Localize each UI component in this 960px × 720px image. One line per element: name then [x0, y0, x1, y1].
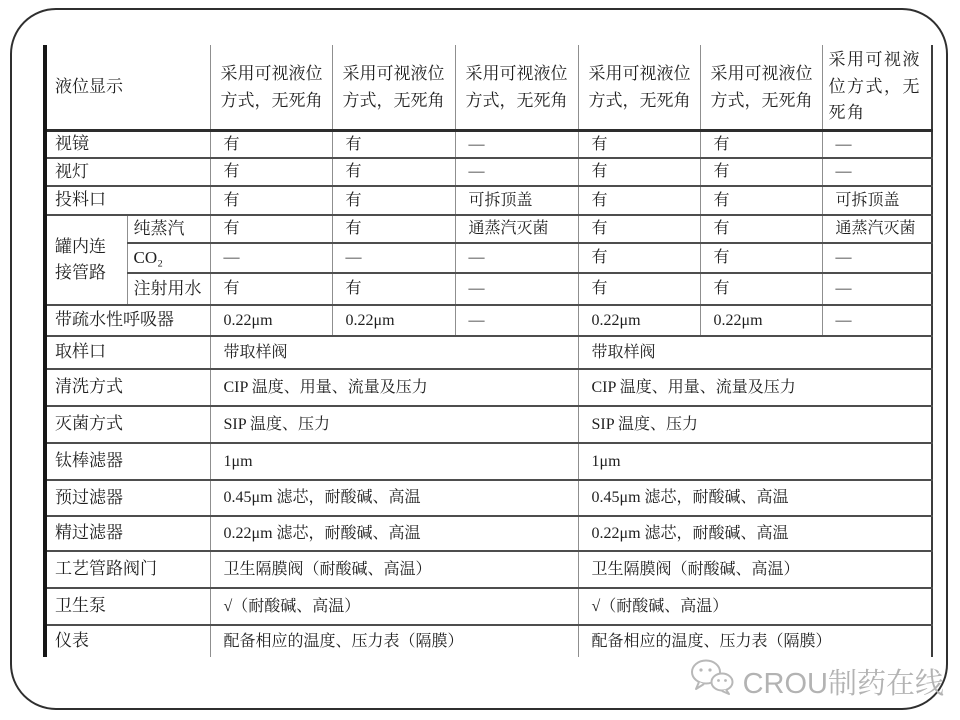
cell-value: 有 — [578, 186, 700, 215]
cell-value: 有 — [700, 130, 822, 158]
row-label: 投料口 — [45, 186, 210, 215]
cell-value: — — [822, 273, 932, 305]
row-label: 取样口 — [45, 336, 210, 369]
col-header: 采用可视液位方式，无死角 — [455, 45, 578, 130]
row-sublabel: CO₂ — [127, 243, 210, 273]
cell-value: 有 — [332, 130, 455, 158]
row-label: 视镜 — [45, 130, 210, 158]
row-label: 预过滤器 — [45, 480, 210, 516]
cell-value: 有 — [578, 158, 700, 186]
cell-value: 有 — [700, 273, 822, 305]
cell-value: 有 — [332, 273, 455, 305]
cell-value: — — [210, 243, 332, 273]
table-row — [45, 406, 932, 443]
watermark-brand: CROU制药在线 — [742, 667, 944, 700]
cell-value: 有 — [578, 243, 700, 273]
cell-value: — — [455, 243, 578, 273]
wechat-icon — [689, 658, 735, 704]
table-row — [45, 305, 932, 336]
header-row — [45, 45, 932, 130]
cell-value: 1μm — [210, 443, 578, 480]
cell-value: SIP 温度、压力 — [210, 406, 578, 443]
cell-value: 有 — [332, 158, 455, 186]
cell-value: 有 — [700, 215, 822, 243]
table-row — [45, 273, 932, 305]
cell-value: — — [822, 130, 932, 158]
cell-value: 带取样阀 — [210, 336, 578, 369]
cell-value: 有 — [210, 130, 332, 158]
table-row — [45, 551, 932, 588]
row-group-label: 罐内连接管路 — [45, 215, 127, 305]
cell-value: — — [822, 305, 932, 336]
cell-value: 0.22μm 滤芯，耐酸碱、高温 — [578, 516, 932, 551]
cell-value: 配备相应的温度、压力表（隔膜） — [591, 632, 832, 650]
cell-value: 有 — [210, 186, 332, 215]
cell-value: √（耐酸碱、高温） — [578, 588, 932, 625]
col-header: 采用可视液位方式，无死角 — [578, 45, 700, 130]
cell-value: — — [822, 158, 932, 186]
table-row — [45, 130, 932, 158]
cell-value: 通蒸汽灭菌 — [455, 215, 578, 243]
cell-value: 配备相应的温度、压力表（隔膜） — [210, 625, 578, 657]
equipment-spec-table — [43, 45, 933, 657]
cell-value: 有 — [700, 158, 822, 186]
row-label: 带疏水性呼吸器 — [45, 305, 210, 336]
cell-value: 有 — [578, 215, 700, 243]
cell-value: 有 — [578, 273, 700, 305]
table-row — [45, 158, 932, 186]
cell-value: CIP 温度、用量、流量及压力 — [210, 369, 578, 406]
cell-value: 可拆顶盖 — [455, 186, 578, 215]
row-label: 灭菌方式 — [45, 406, 210, 443]
cell-value: 通蒸汽灭菌 — [822, 215, 932, 243]
cell-value: 有 — [210, 158, 332, 186]
row-label: 仪表 — [45, 625, 210, 657]
cell-value: 可拆顶盖 — [822, 186, 932, 215]
cell-value: √（耐酸碱、高温） — [210, 588, 578, 625]
cell-value: 0.22μm — [700, 305, 822, 336]
col-header: 采用可视液位方式，无死角 — [332, 45, 455, 130]
cell-value: 0.45μm 滤芯，耐酸碱、高温 — [578, 480, 932, 516]
table-row — [45, 625, 932, 657]
cell-value: — — [332, 243, 455, 273]
cell-value: 有 — [332, 215, 455, 243]
cell-value: 0.22μm — [332, 305, 455, 336]
row-sublabel: 注射用水 — [127, 273, 210, 305]
table-row — [45, 480, 932, 516]
cell-value: 有 — [210, 273, 332, 305]
cell-value: 有 — [700, 243, 822, 273]
cell-value: — — [455, 158, 578, 186]
table-row — [45, 186, 932, 215]
table-row — [45, 443, 932, 480]
cell-value: 卫生隔膜阀（耐酸碱、高温） — [210, 551, 578, 588]
col-header: 采用可视液位方式，无死角 — [700, 45, 822, 130]
table-row — [45, 369, 932, 406]
cell-value: SIP 温度、压力 — [578, 406, 932, 443]
cell-value: CIP 温度、用量、流量及压力 — [578, 369, 932, 406]
row-label: 卫生泵 — [45, 588, 210, 625]
cell-value: 0.22μm — [210, 305, 332, 336]
cell-value: 有 — [700, 186, 822, 215]
cell-value: 带取样阀 — [578, 336, 932, 369]
row-label: 钛棒滤器 — [45, 443, 210, 480]
cell-value: — — [822, 243, 932, 273]
row-sublabel: 纯蒸汽 — [127, 215, 210, 243]
cell-value: 0.22μm — [578, 305, 700, 336]
col-header: 采用可视液位方式，无死角 — [822, 45, 932, 130]
row-label: 清洗方式 — [45, 369, 210, 406]
table-row — [45, 516, 932, 551]
table-row — [45, 215, 932, 243]
col-header: 采用可视液位方式，无死角 — [210, 45, 332, 130]
row-label: 液位显示 — [45, 45, 210, 130]
watermark — [689, 658, 944, 704]
table-row — [45, 336, 932, 369]
row-label: 视灯 — [45, 158, 210, 186]
row-label: 精过滤器 — [45, 516, 210, 551]
cell-value: 0.45μm 滤芯，耐酸碱、高温 — [210, 480, 578, 516]
table-row — [45, 588, 932, 625]
table-row — [45, 243, 932, 273]
cell-value: 有 — [210, 215, 332, 243]
cell-value: 有 — [578, 130, 700, 158]
row-label: 工艺管路阀门 — [45, 551, 210, 588]
cell-value: 1μm — [578, 443, 932, 480]
cell-value: — — [455, 305, 578, 336]
cell-value: 有 — [332, 186, 455, 215]
cell-value: — — [455, 273, 578, 305]
cell-value: — — [455, 130, 578, 158]
cell-value: 0.22μm 滤芯，耐酸碱、高温 — [210, 516, 578, 551]
cell-value: 卫生隔膜阀（耐酸碱、高温） — [578, 551, 932, 588]
